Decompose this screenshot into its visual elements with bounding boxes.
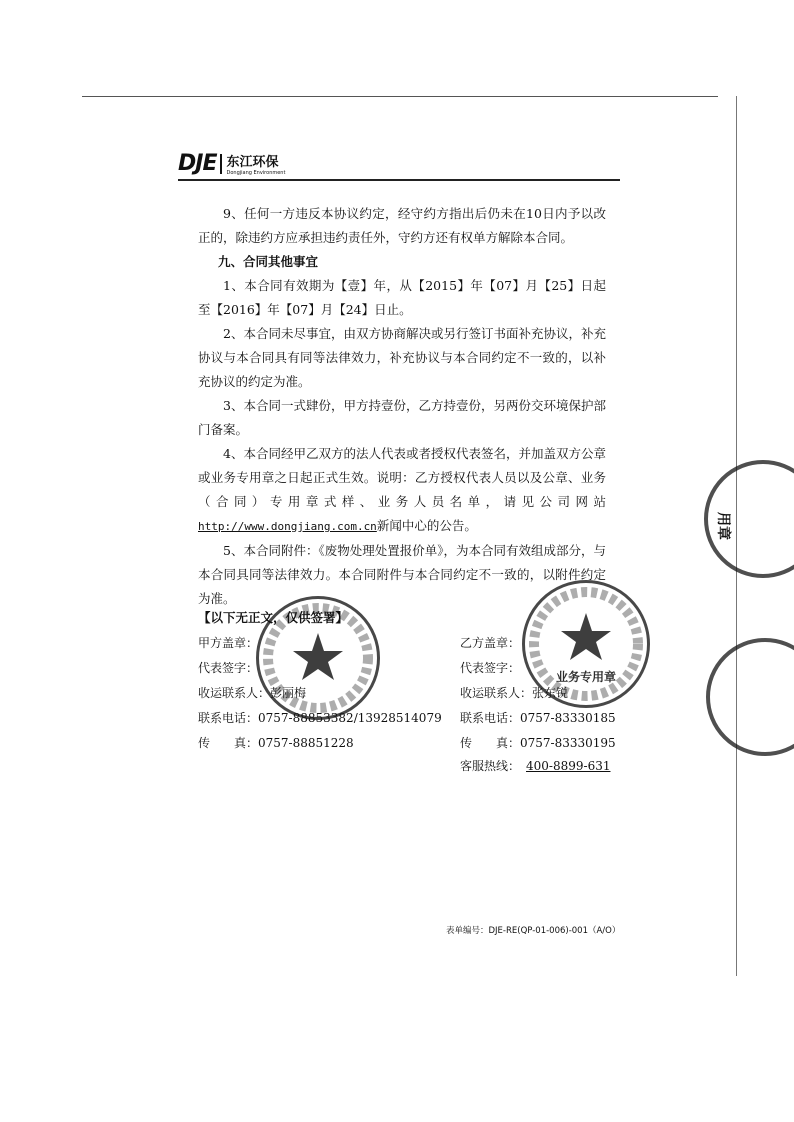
clause-4-text: 4、本合同经甲乙双方的法人代表或者授权代表签名，并加盖双方公章或业务专用章之日起正式生效。说明：乙方授权代表人员以及公章、业务（合同）专用章式样、业务人员名单，请见公司网站	[198, 446, 606, 509]
party-b-seal-label: 乙方盖章：	[460, 636, 521, 650]
party-b-phone-value: 0757-83330185	[520, 711, 616, 725]
logo-separator	[220, 154, 222, 174]
party-a-phone-label: 联系电话：	[198, 711, 259, 725]
party-a-rep-label: 代表签字：	[198, 661, 259, 675]
party-a-company-seal	[256, 596, 380, 720]
party-b-fax	[460, 735, 616, 751]
party-b-seal-text: 业务专用章	[555, 670, 617, 684]
header-rule	[178, 179, 620, 181]
clause-4-tail: 新闻中心的公告。	[376, 518, 477, 533]
party-b-contact-label: 收运联系人：	[460, 686, 533, 700]
party-a-contact-label: 收运联系人：	[198, 686, 271, 700]
end-of-text-note: 【以下无正文，仅供签署】	[198, 610, 349, 625]
company-logo	[178, 146, 285, 176]
edge-stamp-upper-text: 用章	[715, 512, 731, 540]
party-b-contact-value: 张东锐	[532, 686, 569, 700]
section-title: 九、合同其他事宜	[218, 254, 319, 269]
logo-english-name: Dongjiang Environment	[226, 170, 286, 176]
party-b-hotline	[460, 758, 610, 774]
clause-5: 5、本合同附件：《废物处理处置报价单》，为本合同有效组成部分，与本合同具同等法律效力。本合同附件与本合同约定不一致的，以附件约定为准。	[198, 543, 606, 606]
party-b-fax-label: 传 真：	[460, 736, 521, 750]
clause-1: 1、本合同有效期为【壹】年，从【2015】年【07】月【25】日起至【2016】年【07】月【24】日止。	[198, 278, 606, 317]
party-a-fax-label: 传 真：	[198, 736, 259, 750]
party-a-seal-label: 甲方盖章：	[198, 636, 259, 650]
party-a-contact-value: 彭丽梅	[270, 686, 307, 700]
party-b-fax-value: 0757-83330195	[520, 736, 616, 750]
edge-stamp-lower	[702, 638, 794, 758]
party-a-fax	[198, 735, 354, 751]
scan-border-top	[82, 96, 718, 97]
company-website-link[interactable]: http://www.dongjiang.com.cn	[198, 520, 377, 533]
party-b-business-seal	[522, 580, 650, 708]
clause-3: 3、本合同一式肆份，甲方持壹份，乙方持壹份，另两份交环境保护部门备案。	[198, 398, 606, 437]
party-a-fax-value: 0757-88851228	[258, 736, 354, 750]
clause-2: 2、本合同未尽事宜，由双方协商解决或另行签订书面补充协议，补充协议与本合同具有同等法律效力，补充协议与本合同约定不一致的，以补充协议的约定为准。	[198, 326, 606, 389]
party-b-seal-star	[525, 583, 647, 705]
logo-mark: DJE	[178, 151, 217, 176]
party-a-phone-value: 0757-88853382/13928514079	[258, 711, 442, 725]
party-b-phone	[460, 710, 616, 726]
logo-chinese-name: 东江环保	[226, 155, 279, 170]
party-b-hotline-value: 400-8899-631	[526, 759, 611, 773]
party-a-seal-star	[259, 599, 377, 717]
party-b-hotline-label: 客服热线：	[460, 759, 521, 773]
contract-body	[198, 202, 606, 611]
form-number: 表单编号：DJE-RE(QP-01-006)-001（A/O）	[446, 926, 621, 936]
logo-text	[226, 156, 285, 176]
clause-4	[198, 442, 606, 539]
edge-stamp-lower-ring	[706, 638, 794, 756]
party-b-rep-label: 代表签字：	[460, 661, 521, 675]
edge-stamp-upper	[700, 460, 794, 580]
clause-9: 9、任何一方违反本协议约定，经守约方指出后仍未在10日内予以改正的，除违约方应承担违约责任外，守约方还有权单方解除本合同。	[198, 206, 606, 245]
party-b-phone-label: 联系电话：	[460, 711, 521, 725]
